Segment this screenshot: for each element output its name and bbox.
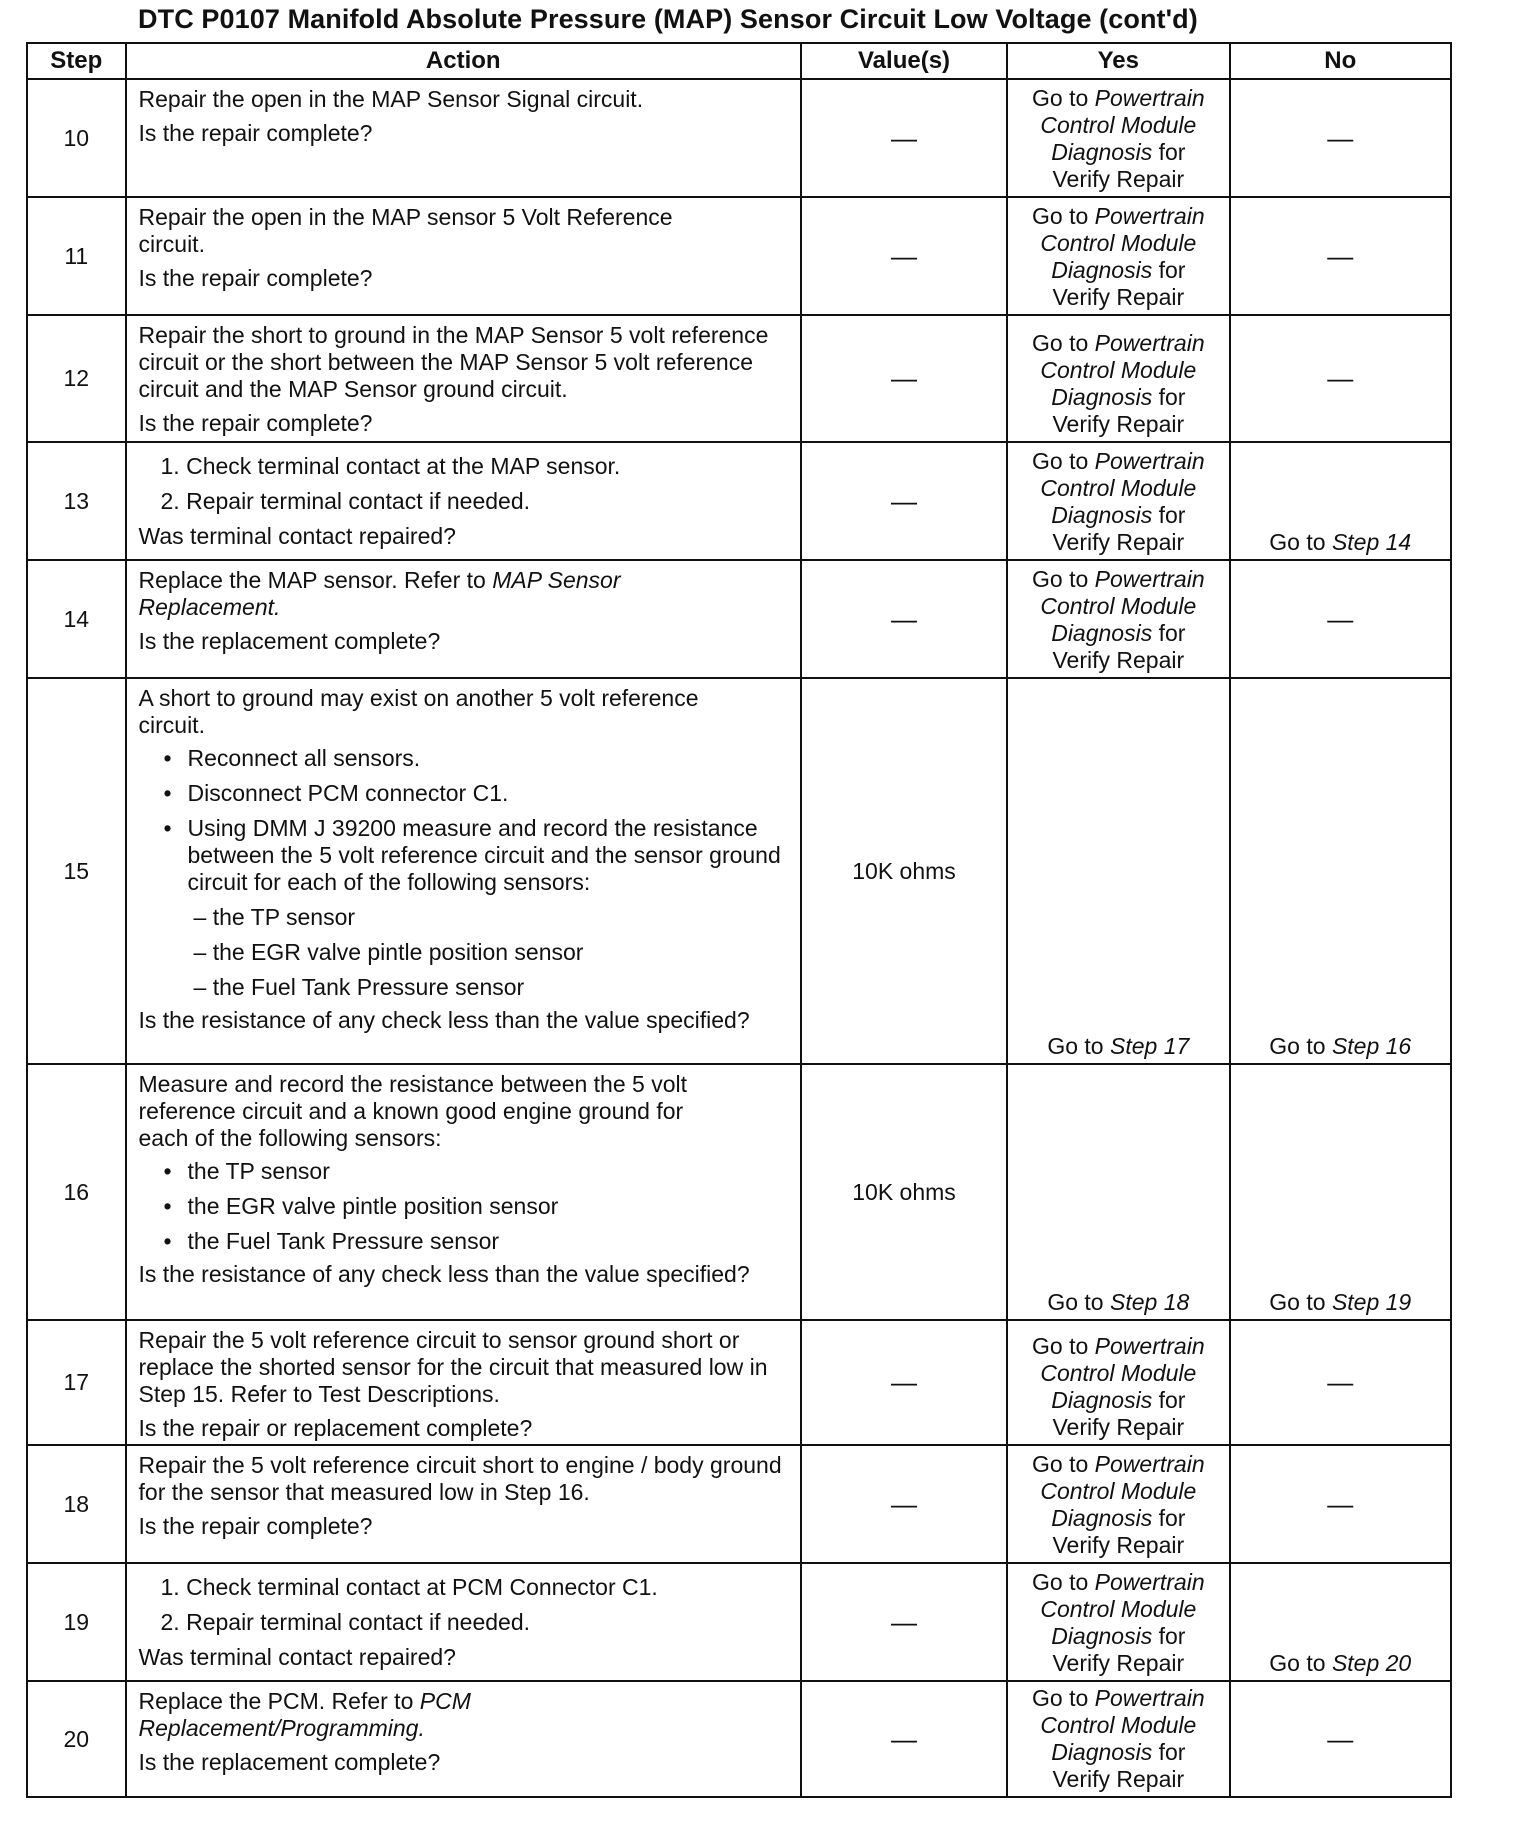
action-text: Repair the open in the MAP Sensor Signal circuit.: [138, 86, 644, 112]
step-reference: Step 19: [1331, 1289, 1412, 1315]
action-question: Is the resistance of any check less than the value specified?: [138, 1007, 750, 1033]
action-cell: [126, 1064, 801, 1320]
step-reference: Step 20: [1331, 1650, 1412, 1676]
no-cell: —: [1230, 1320, 1451, 1445]
table-row: [27, 1681, 1451, 1797]
action-step-2: 2. Repair terminal contact if needed.: [160, 488, 530, 514]
action-cell: [126, 1563, 801, 1681]
values-cell: —: [801, 560, 1007, 678]
table-row: [27, 1563, 1451, 1681]
action-question: Is the repair complete?: [138, 1513, 373, 1539]
action-cell: [126, 442, 801, 560]
table-row: [27, 1445, 1451, 1563]
table-row: [27, 315, 1451, 442]
values-cell: —: [801, 1681, 1007, 1797]
no-cell: Go to Step 19: [1230, 1064, 1451, 1320]
values-cell: —: [801, 197, 1007, 315]
action-cell: [126, 560, 801, 678]
action-text: Repair the 5 volt reference circuit to sensor ground short or replace the shorted sensor for the circuit that measured low in Step 15. Refer to Test Descriptions.: [138, 1327, 768, 1407]
action-cell: [126, 197, 801, 315]
no-cell: —: [1230, 197, 1451, 315]
step-number: 11: [27, 197, 126, 315]
step-number: 19: [27, 1563, 126, 1681]
no-cell: Go to Step 20: [1230, 1563, 1451, 1681]
step-number: 12: [27, 315, 126, 442]
yes-cell: Go to Step 18: [1007, 1064, 1229, 1320]
header-no: No: [1230, 43, 1451, 79]
action-question: Is the resistance of any check less than the value specified?: [138, 1261, 750, 1287]
action-bullets: [139, 745, 790, 1001]
yes-cell: Go to Powertrain Control Module Diagnosis for Verify Repair: [1007, 442, 1229, 560]
action-question: Is the replacement complete?: [138, 628, 441, 654]
sensor-item: – the EGR valve pintle position sensor: [193, 939, 584, 965]
values-cell: 10K ohms: [801, 1064, 1007, 1320]
step-reference: Step 18: [1110, 1289, 1190, 1315]
action-question: Is the repair or replacement complete?: [138, 1415, 533, 1441]
step-number: 20: [27, 1681, 126, 1797]
header-yes: Yes: [1007, 43, 1229, 79]
table-row: [27, 442, 1451, 560]
action-cell: [126, 1681, 801, 1797]
sensor-item: – the Fuel Tank Pressure sensor: [193, 974, 525, 1000]
no-cell: Go to Step 14: [1230, 442, 1451, 560]
step-reference: Step 16: [1331, 1033, 1412, 1059]
action-cell: [126, 678, 801, 1064]
action-bullet: • the TP sensor: [164, 1158, 790, 1185]
table-row: [27, 1320, 1451, 1445]
action-question: Was terminal contact repaired?: [138, 523, 456, 549]
step-number: 18: [27, 1445, 126, 1563]
action-step-1: 1. Check terminal contact at the MAP sensor.: [160, 453, 621, 479]
diagnostic-table: [26, 42, 1452, 1798]
action-text: Measure and record the resistance between the 5 volt reference circuit and a known good engine ground for each of the following sensors:: [138, 1071, 688, 1151]
action-bullet: • the Fuel Tank Pressure sensor: [164, 1228, 790, 1255]
sensor-item: – the TP sensor: [193, 904, 356, 930]
yes-cell: Go to Powertrain Control Module Diagnosis for Verify Repair: [1007, 1320, 1229, 1445]
no-cell: —: [1230, 1681, 1451, 1797]
step-reference: Step 14: [1331, 529, 1412, 555]
values-cell: —: [801, 79, 1007, 197]
step-number: 17: [27, 1320, 126, 1445]
yes-cell: Go to Powertrain Control Module Diagnosis for Verify Repair: [1007, 79, 1229, 197]
step-number: 15: [27, 678, 126, 1064]
table-row: [27, 560, 1451, 678]
values-cell: —: [801, 315, 1007, 442]
action-question: Is the repair complete?: [138, 265, 373, 291]
action-question: Is the replacement complete?: [138, 1749, 441, 1775]
values-cell: —: [801, 1563, 1007, 1681]
step-number: 13: [27, 442, 126, 560]
yes-cell: Go to Powertrain Control Module Diagnosis for Verify Repair: [1007, 315, 1229, 442]
header-values: Value(s): [801, 43, 1007, 79]
step-number: 10: [27, 79, 126, 197]
no-cell: Go to Step 16: [1230, 678, 1451, 1064]
no-cell: —: [1230, 560, 1451, 678]
header-step: Step: [27, 43, 126, 79]
yes-cell: Go to Powertrain Control Module Diagnosis for Verify Repair: [1007, 560, 1229, 678]
action-text: Repair the open in the MAP sensor 5 Volt Reference circuit.: [138, 204, 673, 257]
values-cell: —: [801, 1445, 1007, 1563]
action-bullet: • Reconnect all sensors.: [164, 745, 790, 772]
yes-cell: Go to Powertrain Control Module Diagnosis for Verify Repair: [1007, 1563, 1229, 1681]
page-title: DTC P0107 Manifold Absolute Pressure (MAP) Sensor Circuit Low Voltage (cont'd): [138, 4, 1198, 34]
action-question: Is the repair complete?: [138, 120, 373, 146]
step-reference: Step 17: [1110, 1033, 1190, 1059]
no-cell: —: [1230, 315, 1451, 442]
yes-cell: Go to Step 17: [1007, 678, 1229, 1064]
action-step-1: 1. Check terminal contact at PCM Connector C1.: [160, 1574, 658, 1600]
yes-cell: Go to Powertrain Control Module Diagnosis for Verify Repair: [1007, 197, 1229, 315]
action-cell: [126, 1320, 801, 1445]
action-text: Replace the PCM. Refer to PCM Replacement/Programming.: [138, 1688, 471, 1741]
table-row: [27, 79, 1451, 197]
no-cell: —: [1230, 79, 1451, 197]
action-step-2: 2. Repair terminal contact if needed.: [160, 1609, 530, 1635]
step-number: 14: [27, 560, 126, 678]
table-header-row: [27, 43, 1451, 79]
action-question: Is the repair complete?: [138, 410, 373, 436]
action-bullet: • the EGR valve pintle position sensor: [164, 1193, 790, 1220]
yes-cell: Go to Powertrain Control Module Diagnosis for Verify Repair: [1007, 1681, 1229, 1797]
action-bullet: • Disconnect PCM connector C1.: [164, 780, 790, 807]
action-cell: [126, 315, 801, 442]
action-text: Repair the 5 volt reference circuit short to engine / body ground for the sensor that measured low in Step 16.: [138, 1452, 782, 1505]
table-row: [27, 678, 1451, 1064]
action-text: Repair the short to ground in the MAP Sensor 5 volt reference circuit or the short between the MAP Sensor 5 volt reference circuit and the MAP Sensor ground circuit.: [138, 322, 769, 402]
action-steps: [139, 453, 790, 515]
action-cell: [126, 1445, 801, 1563]
sensor-list: [139, 904, 790, 1001]
action-text: A short to ground may exist on another 5 volt reference circuit.: [138, 685, 699, 738]
action-bullets: [139, 1158, 790, 1255]
action-text: Replace the MAP sensor. Refer to MAP Sensor Replacement.: [138, 567, 621, 620]
action-bullet: • Using DMM J 39200 measure and record the resistance between the 5 volt reference circuit and the sensor ground circuit for each of the following sensors: – the TP sensor – the EGR valve pintle position sensor – the Fuel Tank Pressure sensor: [164, 815, 790, 1001]
action-cell: [126, 79, 801, 197]
table-row: [27, 1064, 1451, 1320]
step-number: 16: [27, 1064, 126, 1320]
no-cell: —: [1230, 1445, 1451, 1563]
action-question: Was terminal contact repaired?: [138, 1644, 456, 1670]
values-cell: —: [801, 1320, 1007, 1445]
action-steps: [139, 1574, 790, 1636]
header-action: Action: [126, 43, 801, 79]
values-cell: —: [801, 442, 1007, 560]
values-cell: 10K ohms: [801, 678, 1007, 1064]
yes-cell: Go to Powertrain Control Module Diagnosis for Verify Repair: [1007, 1445, 1229, 1563]
table-row: [27, 197, 1451, 315]
